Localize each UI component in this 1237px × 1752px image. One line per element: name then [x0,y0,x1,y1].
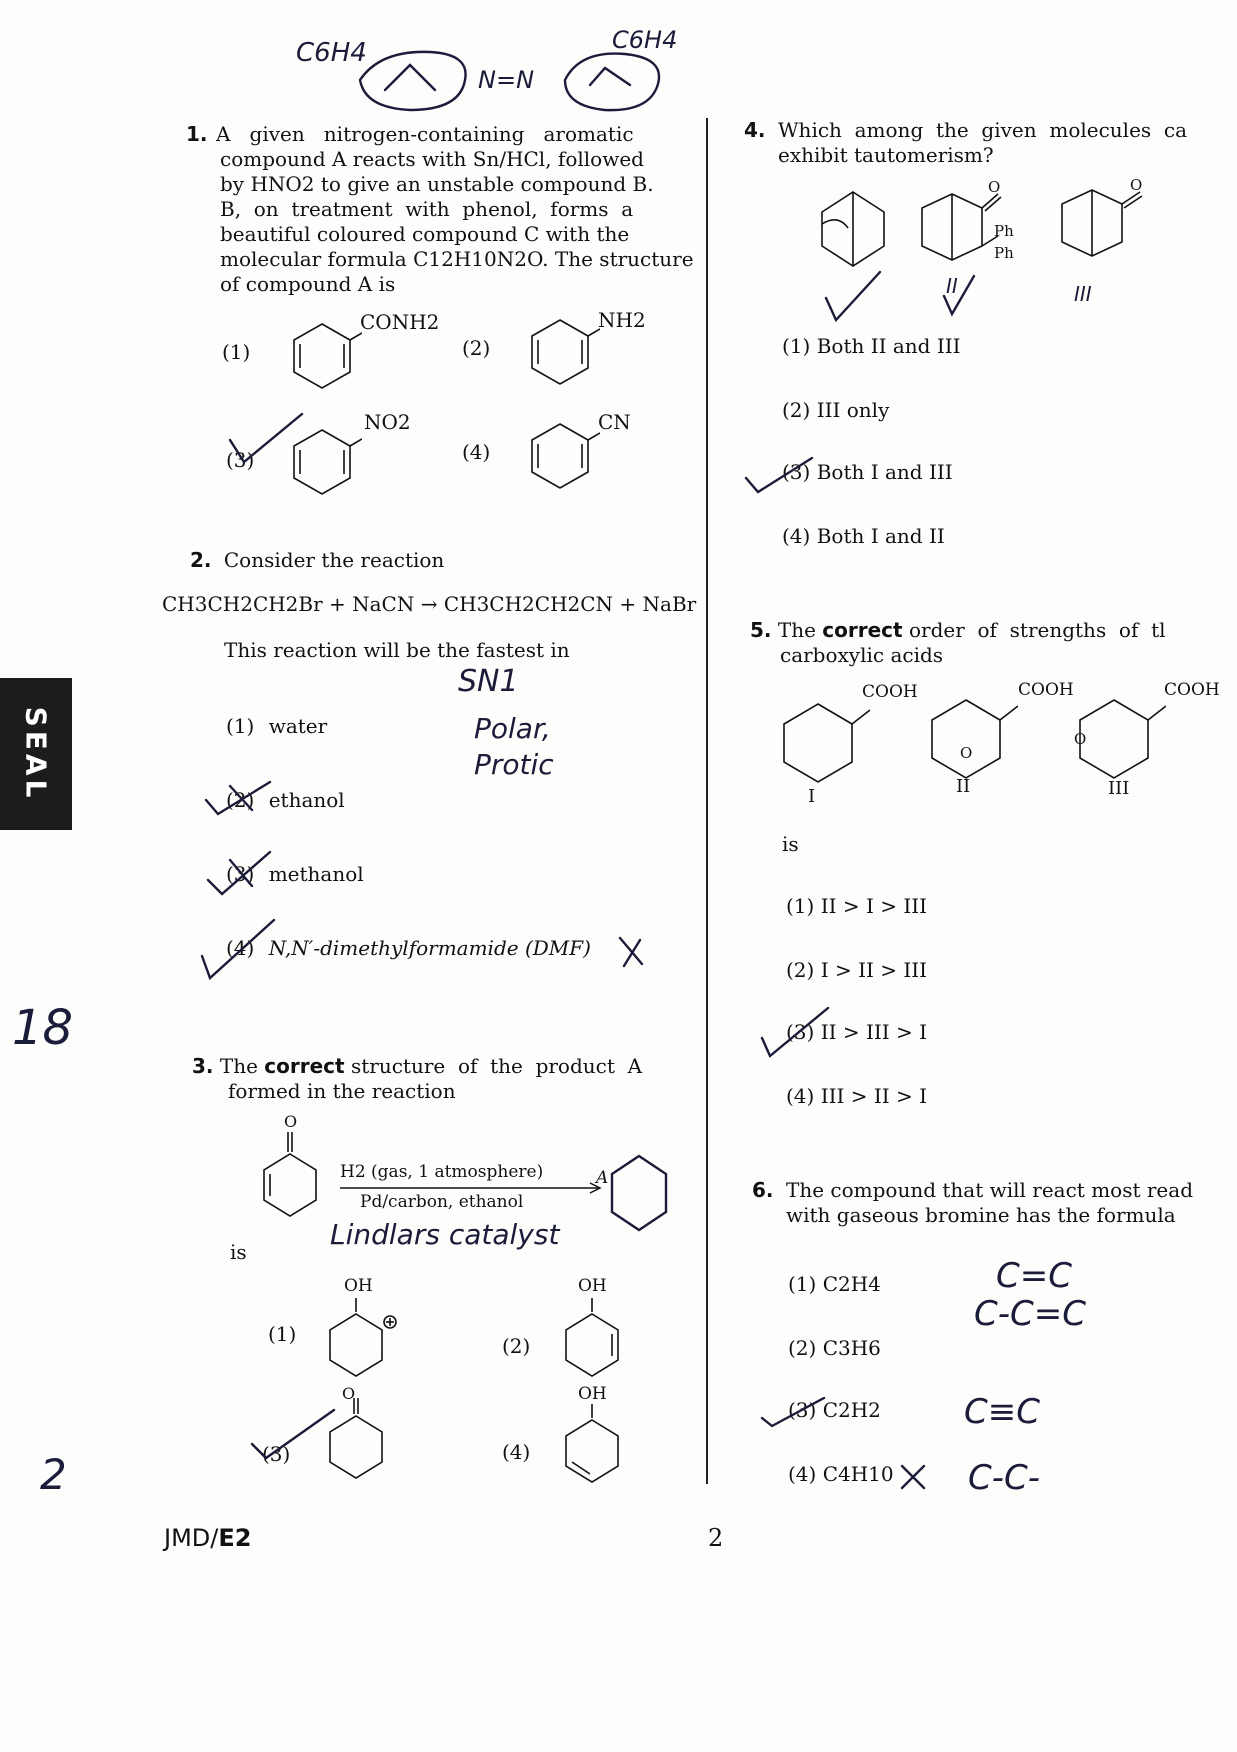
q2-option-2-text: ethanol [268,788,345,812]
q5-is-label: is [782,832,799,856]
q1-option-3-group: NO2 [364,410,411,434]
q6-option-4-label: (4) [788,1462,817,1486]
q5-option-1[interactable] [786,894,927,918]
q5-text-b: order of strengths of tl [908,618,1166,642]
q3-number: 3. [192,1054,214,1078]
q1-line-1: A given nitrogen-containing aromatic [216,122,634,146]
q1-line-6: molecular formula C12H10N2O. The structure [220,247,694,271]
handwritten-azo-sketch [340,40,690,120]
q3-handwritten-note: Lindlars catalyst [330,1218,560,1251]
q4-option-3-label: (3) [782,460,811,484]
q6-number: 6. [752,1178,774,1202]
q4-label-3: III [1074,282,1092,306]
q3-option-4-label[interactable]: (4) [502,1440,531,1464]
q5-molecule-2-label: II [956,776,971,797]
q5-molecule-2 [918,686,1018,786]
q3-reactant-o: O [284,1112,298,1131]
q4-option-1-text: Both II and III [816,334,961,358]
q1-option-1-benzene [282,314,362,394]
q3-reactant-cyclohexenone [258,1118,328,1222]
q3-reagent-bottom: Pd/carbon, ethanol [360,1192,524,1212]
q2-option-1-text: water [268,714,328,738]
q5-option-2[interactable] [786,958,927,982]
q3-text-bold: correct [264,1054,345,1078]
q6-line-2: with gaseous bromine has the formula [786,1203,1176,1227]
q3-option-3-group: O [342,1384,356,1403]
q3-option-2-group: OH [578,1276,607,1296]
q4-option-4-text: Both I and II [816,524,945,548]
q1-option-4-label[interactable]: (4) [462,440,491,464]
q4-molecule-1-tick [820,268,890,328]
q5-molecule-1-label: I [808,786,816,807]
q4-line-1: Which among the given molecules ca [778,118,1188,142]
q1-option-1-label[interactable]: (1) [222,340,251,364]
page-number: 2 [708,1524,724,1552]
q5-molecule-3-cooh: COOH [1164,680,1220,700]
q3-reagent-top: H2 (gas, 1 atmosphere) [340,1162,544,1182]
q5-text-a: The [777,618,816,642]
q1-option-1-group: CONH2 [360,310,440,334]
q2-reaction: CH3CH2CH2Br + NaCN → CH3CH2CH2CN + NaBr [162,592,697,616]
q3-option-1-ring [318,1294,398,1384]
q1-option-3-tick [222,410,312,470]
q4-option-1[interactable] [782,334,961,358]
q6-option-2[interactable] [788,1336,881,1360]
q5-option-3-text: II > III > I [820,1020,928,1044]
q4-molecule-2-ph2: Ph [994,244,1014,262]
q4-option-3-text: Both I and III [816,460,953,484]
q6-handwritten-1: C=C [996,1256,1072,1296]
q5-molecule-2-o: O [960,744,973,762]
q6-option-2-text: C3H6 [822,1336,881,1360]
q6-stem [752,1178,1234,1228]
q2-option-2-label: (2) [226,788,255,812]
q1-line-3: by HNO2 to give an unstable compound B. [220,172,654,196]
q6-option-3-label: (3) [788,1398,817,1422]
q2-option-4-text: N,N′-dimethylformamide (DMF) [268,936,591,960]
q2-option-4-label: (4) [226,936,255,960]
q1-stem [186,122,700,297]
q6-option-3-tick [758,1394,838,1434]
q3-option-3-label[interactable]: (3) [262,1442,291,1466]
q5-option-1-label: (1) [786,894,815,918]
q2-option-4-tick [196,916,286,982]
q2-handwritten-note-1: SN1 [458,664,519,699]
q5-option-2-label: (2) [786,958,815,982]
q5-stem [750,618,1234,668]
q4-label-2: II [946,274,958,298]
q2-handwritten-note-3: Protic [474,748,554,781]
q2-option-1[interactable] [226,714,327,738]
q1-line-4: B, on treatment with phenol, forms a [220,197,634,221]
q6-option-2-label: (2) [788,1336,817,1360]
q6-option-1[interactable] [788,1272,881,1296]
q1-number: 1. [186,122,208,146]
q2-prompt: This reaction will be the fastest in [224,638,570,662]
q6-handwritten-4: C-C- [968,1458,1041,1498]
q5-molecule-1 [770,690,870,790]
q5-number: 5. [750,618,772,642]
q3-option-4-group: OH [578,1384,607,1404]
q4-line-2: exhibit tautomerism? [778,143,994,167]
q3-option-3-tick [248,1404,348,1462]
handwritten-azo: N=N [478,66,535,94]
margin-handwritten-mark-1: 18 [12,1000,74,1056]
q3-option-2-label[interactable]: (2) [502,1334,531,1358]
q2-title-row [190,548,444,573]
q1-option-2-group: NH2 [598,308,646,332]
q3-option-2-ring [554,1294,634,1384]
q2-title: Consider the reaction [223,548,445,572]
q4-option-4-label: (4) [782,524,811,548]
q2-option-1-label: (1) [226,714,255,738]
q5-molecule-3-label: III [1108,778,1130,799]
q6-option-3-text: C2H2 [822,1398,881,1422]
q6-option-4-text: C4H10 [822,1462,894,1486]
q5-option-4-label: (4) [786,1084,815,1108]
q6-handwritten-2: C-C=C [974,1294,1086,1334]
footer-code-prefix: JMD/ [164,1524,219,1552]
q4-option-1-label: (1) [782,334,811,358]
q2-option-2-cross [200,778,280,818]
q6-option-4[interactable] [788,1462,894,1486]
q4-option-2-label: (2) [782,398,811,422]
q5-molecule-1-cooh: COOH [862,682,918,702]
q4-number: 4. [744,118,766,142]
q4-molecule-2-ph1: Ph [994,222,1014,240]
q2-option-3-label: (3) [226,862,255,886]
footer-code [164,1524,251,1552]
q5-option-2-text: I > II > III [820,958,928,982]
q1-option-4-benzene [520,414,600,494]
q1-option-2-benzene [520,310,600,390]
q6-option-1-text: C2H4 [822,1272,881,1296]
q4-option-4[interactable] [782,524,945,548]
q1-option-2-label[interactable]: (2) [462,336,491,360]
q5-text-bold: correct [822,618,903,642]
q4-molecule-3-o: O [1130,176,1143,194]
q4-option-3-tick [742,452,822,498]
q6-line-1: The compound that will react most read [786,1178,1193,1202]
q4-option-2[interactable] [782,398,889,422]
q3-handwritten-product [604,1150,674,1240]
q3-text-b: structure of the product A [350,1054,643,1078]
q5-molecule-2-cooh: COOH [1018,680,1074,700]
q2-number: 2. [190,548,212,572]
q3-option-1-label[interactable]: (1) [268,1322,297,1346]
q4-option-2-text: III only [816,398,890,422]
q5-line-2: carboxylic acids [780,643,944,667]
q5-option-4[interactable] [786,1084,927,1108]
q2-handwritten-note-2: Polar, [474,712,551,745]
q2-option-4-cross-mark [616,934,646,968]
q5-option-1-text: II > I > III [820,894,928,918]
q4-molecule-1 [808,184,898,274]
q4-molecule-2-o: O [988,178,1001,196]
q5-option-4-text: III > II > I [820,1084,928,1108]
handwritten-c6h4-left: C6H4 [296,38,367,68]
seal-label: SEAL [19,706,53,802]
column-divider [706,118,708,1484]
footer-code-bold: E2 [218,1524,252,1552]
handwritten-c6h4-right: C6H4 [612,26,678,54]
q1-line-2: compound A reacts with Sn/HCl, followed [220,147,644,171]
q1-option-3-label[interactable]: (3) [226,448,255,472]
q3-product-label: A [596,1168,609,1188]
q5-option-3-label: (3) [786,1020,815,1044]
q2-option-3-text: methanol [268,862,364,886]
q3-option-1-group: OH [344,1276,373,1296]
seal-tab [0,678,72,830]
q3-line-2: formed in the reaction [228,1079,456,1103]
q1-option-4-group: CN [598,410,631,434]
q1-line-7: of compound A is [220,272,396,296]
q2-option-3-cross [204,850,284,898]
q4-molecule-2-tick [940,272,980,322]
q5-option-3-tick [758,1002,838,1062]
q3-option-4-ring [554,1400,634,1490]
q4-molecule-3 [1052,180,1162,270]
q3-is-label: is [230,1240,247,1264]
q5-molecule-3-o: O [1074,730,1087,748]
q6-option-1-label: (1) [788,1272,817,1296]
q1-line-5: beautiful coloured compound C with the [220,222,630,246]
q4-stem [744,118,1234,168]
q6-handwritten-3: C≡C [964,1392,1040,1432]
q3-text-a: The [219,1054,258,1078]
q3-stem [192,1054,712,1104]
margin-handwritten-mark-2: 2 [40,1450,67,1499]
q6-option-4-cross [898,1462,928,1492]
